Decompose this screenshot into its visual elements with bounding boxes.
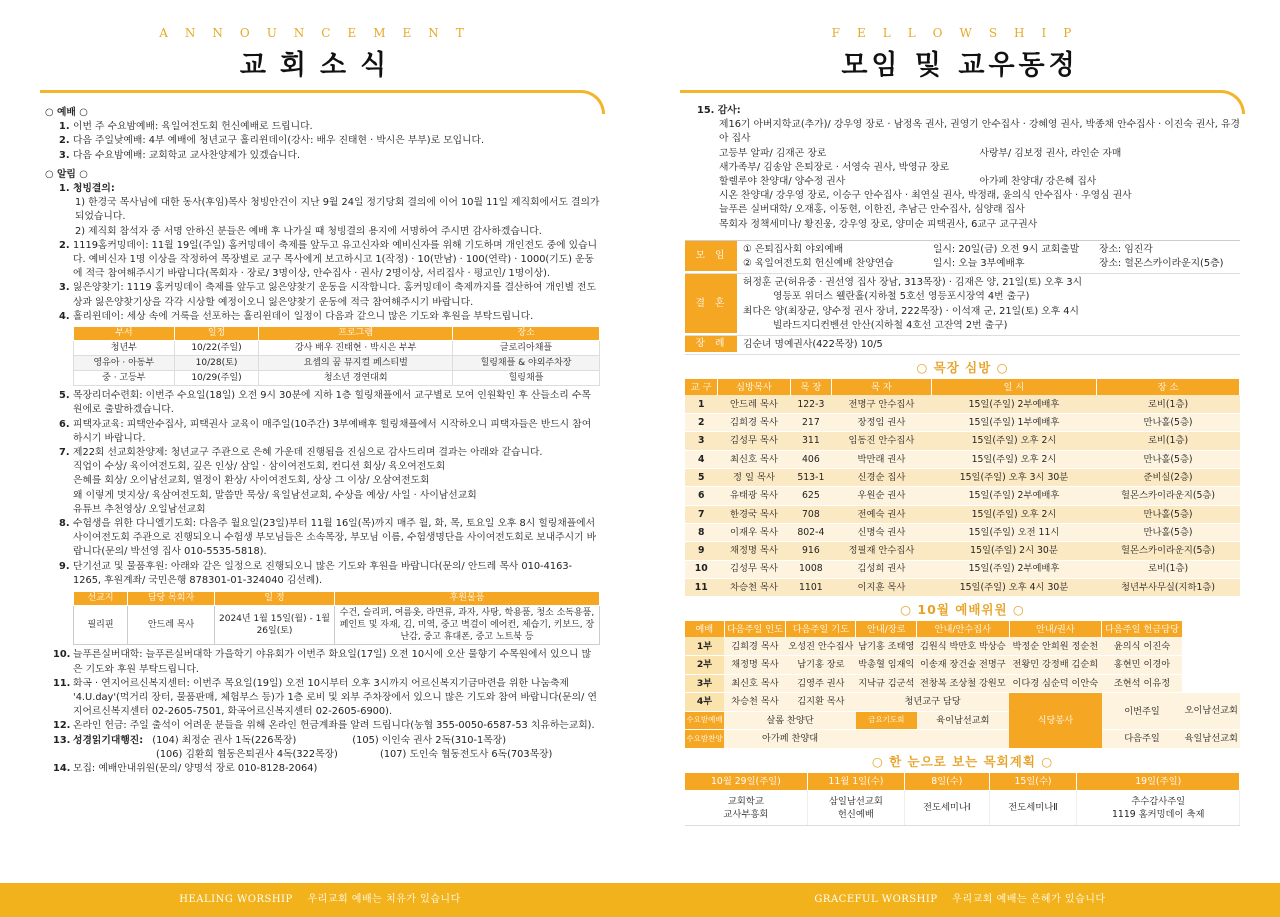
meal-group: 육일남선교회 — [1182, 730, 1240, 749]
worker-table — [685, 621, 1240, 749]
visit-cell: 122-3 — [790, 395, 831, 413]
worker-cell: 청년교구 담당 — [856, 693, 1009, 712]
plan-header: 8일(수) — [905, 773, 990, 790]
holyween-table — [73, 326, 600, 386]
visit-header: 심방목사 — [718, 379, 791, 395]
mission-table — [73, 591, 600, 645]
worker-cell: 김영주 권사 — [786, 674, 856, 693]
right-footer — [640, 883, 1280, 917]
bible-reading-104: (104) 최정순 권사 1독(226목장) — [152, 734, 297, 746]
holyween-row — [74, 356, 600, 371]
thanks-entry: 아가페 찬양대/ 강은혜 집사 — [979, 176, 1097, 188]
visit-cell: 5 — [685, 469, 718, 487]
worker-cell: 박정순 안희원 정순천 — [1009, 637, 1102, 656]
visit-cell: 만나홀(5층) — [1097, 414, 1240, 432]
visit-cell: 15일(주일) 2부예배후 — [931, 395, 1096, 413]
holyween-cell: 10/29(주일) — [174, 371, 259, 386]
bible-reading-107: (107) 도인숙 협동전도사 6독(703목장) — [380, 748, 553, 760]
meeting-row — [685, 241, 1240, 274]
holyween-header: 장소 — [453, 327, 600, 341]
visit-table — [685, 379, 1240, 597]
worker-cell: 조현석 이유정 — [1102, 674, 1183, 693]
visit-cell: 311 — [790, 432, 831, 450]
mission-header: 일 정 — [215, 591, 335, 605]
worker-cell: 김지환 목사 — [786, 693, 856, 712]
plan-cell — [905, 790, 990, 826]
plan-line: 삼일남선교회 — [828, 795, 883, 807]
right-page — [640, 0, 1280, 917]
visit-cell: 15일(주일) 1부예배후 — [931, 414, 1096, 432]
notice-6-text: 피택자교육: 피택안수집사, 피택권사 교육이 매주일(10주간) 3부예배후 힐링채플에서 시작하오니 피택자들은 반드시 참여하시기 바랍니다. — [73, 418, 592, 444]
worker-cell: 3부 — [685, 674, 724, 693]
visit-cell: 15일(주일) 오후 4시 30분 — [931, 578, 1096, 596]
right-footer-label: GRACEFUL WORSHIP — [814, 894, 938, 905]
fellowship-content — [685, 104, 1240, 826]
thanks-entry: 시온 찬양대/ 강우영 장로, 이승구 안수집사 · 최연실 권사, 박정래, 윤의식 안수집사 · 우영심 권사 — [719, 190, 1132, 202]
worship-list — [45, 120, 600, 163]
thanks-entry: 제16기 아버지학교(추가)/ 강우영 장로 · 남정옥 권사, 권영기 안수집사 · 강혜영 권사, 박종채 안수집사 · 이진숙 권사, 유경아 집사 — [719, 119, 1240, 145]
visit-cell: 15일(주일) 오전 11시 — [931, 523, 1096, 541]
visit-cell: 9 — [685, 542, 718, 560]
plan-line: 추수감사주일 — [1131, 795, 1186, 807]
notice-3: 3. 잃은양찾기: 1119 홈커밍데이 축제를 앞두고 잃은양찾기 운동을 시작합니다. 홈커밍데이 축제까지를 결산하여 개인별 전도상과 잃은양찾기상을 각각 시상할 예정이오니 잃은양찾기 운동에 적극 참여해주시기 바랍니다. — [59, 281, 600, 309]
notice-10-text: 늘푸른실버대학: 늘푸른실버대학 가을학기 야유회가 이번주 화요일(17일) 오전 10시에 오산 물향기 수목원에서 있으니 많은 기도와 후원 부탁드립니다. — [73, 649, 592, 675]
thanks-entry: 할렐루야 찬양대/ 양수정 권사 — [719, 176, 846, 188]
funeral-label: 장례 — [685, 336, 737, 354]
notice-7: 7. 제22회 선교회찬양제: 청년교구 주관으로 은혜 가운데 진행됨을 진심으로 감사드리며 결과는 아래와 같습니다. — [59, 446, 600, 460]
worker-cell: 홍현민 이경아 — [1102, 656, 1183, 675]
worker-header: 다음주일 헌금담당 — [1102, 621, 1183, 637]
mission-header: 후원물품 — [335, 591, 600, 605]
visit-header: 일 시 — [931, 379, 1096, 395]
visit-cell: 박만래 권사 — [831, 450, 931, 468]
plan-cell — [1077, 790, 1240, 826]
visit-row — [685, 395, 1240, 413]
holyween-cell: 10/22(주일) — [174, 341, 259, 356]
plan-title: ○ 한 눈으로 보는 목회계획 ○ — [871, 753, 1054, 769]
worker-row — [685, 656, 1240, 675]
thanks-entry: 고등부 알파/ 김재곤 장로 — [719, 147, 827, 159]
plan-line: 교회학교 — [727, 795, 764, 807]
meeting-place: 장소: 임진각 — [1099, 243, 1153, 255]
visit-cell: 헐몬스카이라운지(5층) — [1097, 487, 1240, 505]
plan-header: 19일(주일) — [1077, 773, 1240, 790]
mission-header: 선교지 — [74, 591, 128, 605]
visit-cell: 김희경 목사 — [718, 414, 791, 432]
visit-cell: 3 — [685, 432, 718, 450]
worker-tag: 수요밤예배 — [685, 711, 724, 730]
worship-item — [59, 120, 600, 134]
worker-cell: 김원식 박만호 박상승 — [917, 637, 1010, 656]
plan-line: 1119 홈커밍데이 축제 — [1112, 808, 1205, 820]
visit-cell: 15일(주일) 오후 2시 — [931, 505, 1096, 523]
holyween-row — [74, 371, 600, 386]
worship-item — [59, 134, 600, 148]
thanks-list — [685, 118, 1240, 232]
visit-cell: 8 — [685, 523, 718, 541]
visit-row — [685, 560, 1240, 578]
visit-cell: 로비(1층) — [1097, 560, 1240, 578]
visit-header: 장 소 — [1097, 379, 1240, 395]
visit-cell: 이재우 목사 — [718, 523, 791, 541]
visit-cell: 임동진 안수집사 — [831, 432, 931, 450]
notice-8: 8. 수험생을 위한 다니엘기도회: 다음주 월요일(23일)부터 11월 16일(목)까지 매주 월, 화, 목, 토요일 오후 8시 힐링채플에서 사이여전도회 주관으로 진행되오니 수험생 부모님들은 소속목장, 부모님 이름, 수험생명단을 사이여전도회로 보내주시기 바랍니다(문의/ 박선영 집사 010-5535-5818). — [59, 517, 600, 560]
thanks-title: 15. 감사: — [697, 105, 741, 116]
visit-cell: 한경국 목사 — [718, 505, 791, 523]
worker-header: 예배 — [685, 621, 724, 637]
left-footer-label: HEALING WORSHIP — [179, 894, 293, 905]
visit-cell: 장정임 권사 — [831, 414, 931, 432]
visit-row — [685, 542, 1240, 560]
worship-item-text: 다음 주일낮예배: 4부 예배에 청년교구 홀리윈데이(강사: 배우 진태현 · 박시은 부부)로 모입니다. — [73, 135, 485, 147]
visit-cell: 4 — [685, 450, 718, 468]
right-footer-slogan: 우리교회 예배는 은혜가 있습니다 — [952, 894, 1106, 905]
worship-item-text: 다음 수요밤예배: 교회학교 교사찬양제가 있겠습니다. — [73, 149, 301, 161]
meeting-time: 일시: 20일(금) 오전 9시 교회출발 — [933, 243, 1080, 255]
meeting-time: 일시: 오늘 3부예배후 — [933, 258, 1025, 270]
holyween-cell: 요셉의 꿈 뮤지컬 페스티벌 — [259, 356, 453, 371]
wedding-label: 결혼 — [685, 274, 737, 335]
holyween-cell: 청소년 경연대회 — [259, 371, 453, 386]
visit-cell: 만나홀(5층) — [1097, 523, 1240, 541]
worker-tag: 수요밤찬양 — [685, 730, 724, 749]
worship-item-number: 3. — [59, 149, 70, 161]
meeting-label: 모임 — [685, 241, 737, 273]
mission-cell: 필리핀 — [74, 605, 128, 644]
meal-day: 이번주일 — [1102, 693, 1183, 730]
notice-1b: 2) 제직회 참석자 중 서명 안하신 분들은 예배 후 나가실 때 청빙결의 용지에 서명하여 주시면 감사하겠습니다. — [75, 225, 542, 237]
visit-row — [685, 414, 1240, 432]
award-line: 직업이 수상/ 육이여전도회, 깊은 인상/ 삼일 · 삼이여전도회, 컨디션 회상/ 육오여전도회 — [73, 461, 446, 473]
visit-cell: 1 — [685, 395, 718, 413]
meeting-place: 장소: 헐몬스카이라운지(5층) — [1099, 258, 1224, 270]
notice-12-text: 온라인 헌금: 주일 출석이 어려운 분들을 위해 온라인 헌금계좌를 알려 드립니다(농협 355-0050-6587-53 치유하는교회). — [73, 720, 595, 732]
visit-cell: 청년부사무실(지하1층) — [1097, 578, 1240, 596]
wedding-1-line1: 허정훈 군(허유중 · 권선영 집사 장남, 313목장) · 김재은 양, 21일(토) 오후 3시 — [743, 277, 1083, 289]
visit-cell: 로비(1층) — [1097, 395, 1240, 413]
worker-row — [685, 693, 1240, 712]
award-list — [73, 460, 600, 517]
visit-cell: 625 — [790, 487, 831, 505]
worker-cell: 남기홍 장로 — [786, 656, 856, 675]
notice-4: 4. 홀리윈데이: 세상 속에 거룩을 선포하는 홀리윈데이 일정이 다음과 같으니 많은 기도와 후원을 부탁드립니다. — [59, 310, 600, 324]
worker-cell: 이송재 장건술 전명구 — [917, 656, 1010, 675]
visit-cell: 김성무 목사 — [718, 432, 791, 450]
worker-header: 안내/장로 — [856, 621, 917, 637]
visit-cell: 7 — [685, 505, 718, 523]
visit-cell: 1101 — [790, 578, 831, 596]
visit-cell: 15일(주일) 2부예배후 — [931, 560, 1096, 578]
holyween-cell: 힐링채플 & 야외주차장 — [453, 356, 600, 371]
visit-cell: 최신호 목사 — [718, 450, 791, 468]
worker-cell: 전창복 조상철 강원모 — [917, 674, 1010, 693]
worker-header: 안내/권사 — [1009, 621, 1102, 637]
visit-cell: 정필재 안수집사 — [831, 542, 931, 560]
left-kicker: ANNOUNCEMENT — [159, 26, 481, 40]
notice-14: 14. 모집: 예배안내위원(문의/ 양명석 장로 010-8128-2064) — [53, 762, 600, 776]
holyween-cell: 중 · 고등부 — [74, 371, 175, 386]
notice-3-text: 잃은양찾기: 1119 홈커밍데이 축제를 앞두고 잃은양찾기 운동을 시작합니다. 홈커밍데이 축제까지를 결산하여 개인별 전도상과 잃은양찾기상을 각각 시상할 예정이오니 잃은양찾기 운동에 적극 참여해주시기 바랍니다. — [73, 282, 596, 308]
visit-cell: 708 — [790, 505, 831, 523]
notice-6: 6. 피택자교육: 피택안수집사, 피택권사 교육이 매주일(10주간) 3부예배후 힐링채플에서 시작하오니 피택자들은 반드시 참여하시기 바랍니다. — [59, 418, 600, 446]
worker-cell: 살롬 찬양단 — [724, 711, 856, 730]
thanks-pair — [719, 147, 1240, 161]
visit-row — [685, 487, 1240, 505]
visit-cell: 이지훈 목사 — [831, 578, 931, 596]
visit-cell: 6 — [685, 487, 718, 505]
notice-9-text: 단기선교 및 물품후원: 아래와 같은 일정으로 진행되오니 많은 기도와 후원을 바랍니다(문의/ 안드레 목사 010-4163-1265, 후원계좌/ 국민은행 878301-01-324040 김선례). — [73, 560, 573, 586]
plan-line: 전도세미나Ⅰ — [922, 802, 971, 814]
thanks-entry: 새가족부/ 김송암 은퇴장로 · 서영숙 권사, 박영규 장로 — [719, 161, 950, 173]
visit-cell: 만나홀(5층) — [1097, 450, 1240, 468]
visit-cell: 217 — [790, 414, 831, 432]
notice-2: 2. 1119홈커밍데이: 11월 19일(주일) 홈커밍데이 축제를 앞두고 유고신자와 예비신자를 위해 기도하며 개인전도 중에 있습니다. 예비신자 1명 이상을 작정하여 목장별로 교구 목사에게 보고하시고 1(작정) · 10(만남) · 100(연락) · 1000(기도) 운동에 적극 참여해주시기 바랍니다(목회자 · 장로/ 3명이상, 안수집사 · 권사/ 2명이상, 서리집사 · 평교인/ 1명이상). — [59, 239, 600, 282]
meeting-body — [737, 241, 1240, 273]
meeting-item — [743, 243, 1234, 257]
visit-cell: 15일(주일) 오후 3시 30분 — [931, 469, 1096, 487]
thanks-entry: 사랑부/ 김보정 권사, 라인순 자매 — [979, 147, 1122, 159]
plan-line: 교사부흥회 — [723, 808, 769, 820]
notice-4-text: 홀리윈데이: 세상 속에 거룩을 선포하는 홀리윈데이 일정이 다음과 같으니 많은 기도와 후원을 부탁드립니다. — [73, 310, 534, 322]
wedding-2-line1: 최다은 양(최장균, 양수정 권사 장녀, 222목장) · 이석재 군, 21일(토) 오후 4시 — [743, 305, 1079, 317]
left-page-title: 교회소식 — [239, 50, 401, 81]
visit-title: ○ 목장 심방 ○ — [916, 360, 1009, 376]
worker-cell: 이다경 심순덕 이안숙 — [1009, 674, 1102, 693]
plan-cell — [685, 790, 807, 826]
worker-cell: 육이남선교회 — [917, 711, 1010, 730]
mission-cell: 2024년 1월 15일(월) - 1월 26일(토) — [215, 605, 335, 644]
left-footer — [0, 883, 640, 917]
bible-reading-106: (106) 김환희 협동은퇴권사 4독(322목장) — [156, 748, 338, 760]
holyween-header: 일정 — [174, 327, 259, 341]
worker-cell: 2부 — [685, 656, 724, 675]
funeral-row — [685, 336, 1240, 355]
plan-line: 전도세미나Ⅱ — [1008, 802, 1058, 814]
announcement-content — [45, 104, 600, 776]
right-page-title: 모임 및 교우동정 — [841, 50, 1079, 81]
notice-1a: 1) 한경국 목사님에 대한 동사(후임)목사 청빙안건이 지난 9월 24일 정기당회 결의에 이어 10월 11일 제직회에서도 결의가 되었습니다. — [75, 197, 600, 223]
worker-cell: 채정명 목사 — [724, 656, 786, 675]
mission-header: 담당 목회자 — [127, 591, 214, 605]
visit-cell: 전예숙 권사 — [831, 505, 931, 523]
award-line: 왜 이렇게 멋지상/ 육삼여전도회, 말씀만 묵상/ 육일남선교회, 수상을 예상/ 사일 · 사이남선교회 — [73, 489, 477, 501]
plan-cell — [807, 790, 904, 826]
holyween-row — [74, 341, 600, 356]
worship-item-text: 이번 주 수요밤예배: 육일여전도회 헌신예배로 드립니다. — [73, 121, 313, 133]
worship-item-number: 1. — [59, 121, 70, 133]
visit-row — [685, 432, 1240, 450]
visit-header: 목 자 — [831, 379, 931, 395]
notice-7-text: 제22회 선교회찬양제: 청년교구 주관으로 은혜 가운데 진행됨을 진심으로 감사드리며 결과는 아래와 같습니다. — [73, 446, 543, 458]
visit-cell: 준비실(2층) — [1097, 469, 1240, 487]
plan-header: 10월 29일(주일) — [685, 773, 807, 790]
visit-cell: 채정명 목사 — [718, 542, 791, 560]
notice-8-text: 수험생을 위한 다니엘기도회: 다음주 월요일(23일)부터 11월 16일(목)까지 매주 월, 화, 목, 토요일 오후 8시 힐링채플에서 사이여전도회 주관으로 진행되오니 수험생 부모님들은 소속목장, 부모님 이름, 수험생명단을 사이여전도회로 보내주시기 바랍니다(문의/ 박선영 집사 010-5535-5818). — [73, 517, 597, 558]
visit-cell: 정 일 목사 — [718, 469, 791, 487]
visit-header: 목 장 — [790, 379, 831, 395]
worship-item — [59, 149, 600, 163]
holyween-header: 프로그램 — [259, 327, 453, 341]
plan-header: 11월 1일(수) — [807, 773, 904, 790]
worker-cell: 차승천 목사 — [724, 693, 786, 712]
notice-14-text: 모집: 예배안내위원(문의/ 양명석 장로 010-8128-2064) — [73, 763, 318, 775]
notice-12: 12. 온라인 헌금: 주일 출석이 어려운 분들을 위해 온라인 헌금계좌를 알려 드립니다(농협 355-0050-6587-53 치유하는교회). — [53, 719, 600, 733]
visit-cell: 10 — [685, 560, 718, 578]
mission-cell: 수건, 슬리퍼, 여름옷, 라면류, 과자, 사탕, 학용품, 청소 소독용품, 페인트 및 자재, 김, 미역, 중고 벽걸이 에어컨, 제습기, 키보드, 장난감, 중고 휴대폰, 중고 노트북 등 — [335, 605, 600, 644]
holyween-cell: 글로리아채플 — [453, 341, 600, 356]
events-block — [685, 240, 1240, 355]
worker-cell: 전왕민 강정배 김순희 — [1009, 656, 1102, 675]
wedding-1-line2: 영등포 위더스 웰란홀(지하철 5호선 영등포시장역 4번 출구) — [773, 291, 1030, 303]
visit-row — [685, 450, 1240, 468]
visit-header: 교 구 — [685, 379, 718, 395]
plan-cell — [989, 790, 1077, 826]
meeting-item — [743, 257, 1234, 271]
visit-cell: 2 — [685, 414, 718, 432]
meeting-name: ② 육일여전도회 헌신예배 찬양연습 — [743, 258, 894, 270]
visit-cell: 로비(1층) — [1097, 432, 1240, 450]
worker-tag: 금요기도회 — [856, 711, 917, 730]
wedding-row — [685, 274, 1240, 336]
visit-row — [685, 578, 1240, 596]
notice-heading: ○ 알림 ○ — [45, 168, 88, 180]
notice-5: 5. 목장리더수련회: 이번주 수요일(18일) 오전 9시 30분에 지하 1층 힐링채플에서 교구별로 모여 인원확인 후 산들소리 수목원에로 출발하겠습니다. — [59, 389, 600, 417]
wedding-2-line2: 빌라드지디컨벤션 안산(지하철 4호선 고잔역 2번 출구) — [773, 319, 1008, 331]
visit-cell: 신경순 집사 — [831, 469, 931, 487]
worker-cell: 박총혈 임재익 — [856, 656, 917, 675]
plan-line: 헌신예배 — [837, 808, 874, 820]
left-footer-slogan: 우리교회 예배는 치유가 있습니다 — [307, 894, 461, 905]
visit-cell: 15일(주일) 오후 2시 — [931, 450, 1096, 468]
notice-11: 11. 화곡 · 연지어르신복지센터: 이번주 목요일(19일) 오전 10시부터 오후 3시까지 어르신복지기금마련을 위한 나눔축제 '4.U.day'(먹거리 장터, 물품판매, 체험부스 등)가 1층 로비 및 외부 주차장에서 있으니 많은 기도와 참여 바랍니다(문의/ 연지어르신복지센터 02-2605-7501, 화곡어르신복지센터 02-2605-6900). — [53, 677, 600, 720]
worker-row — [685, 637, 1240, 656]
worker-header: 다음주일 기도 — [786, 621, 856, 637]
holyween-cell: 영유아 · 아동부 — [74, 356, 175, 371]
visit-cell: 916 — [790, 542, 831, 560]
visit-row — [685, 505, 1240, 523]
thanks-section — [685, 104, 1240, 232]
worker-cell: 김희경 목사 — [724, 637, 786, 656]
notice-13: 13. 성경읽기대행진: (104) 최정순 권사 1독(226목장) (105) 이인숙 권사 2독(310-1목장) (106) 김환희 협동은퇴권사 4독(322목장) (107) 도인숙 협동전도사 6독(703목장) — [53, 734, 600, 762]
visit-cell: 헐몬스카이라운지(5층) — [1097, 542, 1240, 560]
award-line: 은혜를 회상/ 오이남선교회, 열정이 환상/ 사이여전도회, 상상 그 이상/ 오삼여전도회 — [73, 475, 430, 487]
worker-title: ○ 10월 예배위원 ○ — [900, 602, 1025, 618]
notice-1-title: 청빙결의: — [73, 183, 115, 195]
holyween-cell: 청년부 — [74, 341, 175, 356]
award-line: 유튜브 추천영상/ 오일남선교회 — [73, 503, 206, 515]
thanks-entry: 목회자 정책세미나/ 황진웅, 강우영 장로, 양미순 피택권사, 6교구 교구권사 — [719, 218, 1038, 230]
mission-cell: 안드레 목사 — [127, 605, 214, 644]
worker-row — [685, 674, 1240, 693]
visit-cell: 차승천 목사 — [718, 578, 791, 596]
worship-heading: ○ 예배 ○ — [45, 107, 88, 118]
worker-cell: 1부 — [685, 637, 724, 656]
meal-label: 식당봉사 — [1009, 693, 1102, 749]
visit-cell: 406 — [790, 450, 831, 468]
notice-10: 10. 늘푸른실버대학: 늘푸른실버대학 가을학기 야유회가 이번주 화요일(17일) 오전 10시에 오산 물향기 수목원에서 있으니 많은 기도와 후원 부탁드립니다. — [53, 648, 600, 676]
worship-item-number: 2. — [59, 135, 70, 147]
visit-cell: 만나홀(5층) — [1097, 505, 1240, 523]
thanks-entry: 늘푸른 실버대학/ 오재홍, 이동현, 이한진, 추남근 안수집사, 심양래 집사 — [719, 204, 1025, 216]
worker-cell: 최신호 목사 — [724, 674, 786, 693]
bible-reading-105: (105) 이인숙 권사 2독(310-1목장) — [352, 734, 507, 746]
worker-cell — [856, 730, 1009, 749]
notice-11-text: 화곡 · 연지어르신복지센터: 이번주 목요일(19일) 오전 10시부터 오후 3시까지 어르신복지기금마련을 위한 나눔축제 '4.U.day'(먹거리 장터, 물품판매, 체험부스 등)가 1층 로비 및 외부 주차장에서 있으니 많은 기도와 참여 바랍니다(문의/ 연지어르신복지센터 02-2605-7501, 화곡어르신복지센터 02-2605-6900). — [73, 677, 597, 718]
visit-cell: 15일(주일) 2시 30분 — [931, 542, 1096, 560]
notice-13-title: 성경읽기대행진: — [73, 734, 144, 746]
visit-cell: 802-4 — [790, 523, 831, 541]
wedding-body — [737, 274, 1240, 335]
meal-day: 다음주일 — [1102, 730, 1183, 749]
visit-cell: 1008 — [790, 560, 831, 578]
visit-cell: 우원순 권사 — [831, 487, 931, 505]
worker-header: 안내/안수집사 — [917, 621, 1010, 637]
worker-cell: 윤의식 이진숙 — [1102, 637, 1183, 656]
thanks-pair — [719, 175, 1240, 189]
visit-cell: 유태광 목사 — [718, 487, 791, 505]
worker-cell: 아가페 찬양대 — [724, 730, 856, 749]
worker-cell: 오성진 안수집사 — [786, 637, 856, 656]
notice-9: 9. 단기선교 및 물품후원: 아래와 같은 일정으로 진행되오니 많은 기도와 후원을 바랍니다(문의/ 안드레 목사 010-4163-1265, 후원계좌/ 국민은행 878301-01-324040 김선례). — [59, 560, 600, 588]
visit-row — [685, 469, 1240, 487]
visit-cell: 안드레 목사 — [718, 395, 791, 413]
holyween-cell: 강사 배우 진태현 · 박시은 부부 — [259, 341, 453, 356]
holyween-cell: 힐링채플 — [453, 371, 600, 386]
right-kicker: FELLOWSHIP — [831, 26, 1089, 40]
notice-1: 1. 청빙결의: — [59, 183, 115, 195]
plan-header: 15일(수) — [989, 773, 1077, 790]
worker-row — [685, 730, 1240, 749]
visit-cell: 신명숙 권사 — [831, 523, 931, 541]
worker-cell: 4부 — [685, 693, 724, 712]
worker-cell: 남기홍 조태영 — [856, 637, 917, 656]
holyween-header: 부서 — [74, 327, 175, 341]
visit-cell: 11 — [685, 578, 718, 596]
visit-cell: 15일(주일) 오후 2시 — [931, 432, 1096, 450]
plan-table — [685, 773, 1240, 827]
holyween-cell: 10/28(토) — [174, 356, 259, 371]
visit-cell: 15일(주일) 2부예배후 — [931, 487, 1096, 505]
notice-2-text: 1119홈커밍데이: 11월 19일(주일) 홈커밍데이 축제를 앞두고 유고신자와 예비신자를 위해 기도하며 개인전도 중에 있습니다. 예비신자 1명 이상을 작정하여 목장별로 교구 목사에게 보고하시고 1(작정) · 10(만남) · 100(연락) · 1000(기도) 운동에 적극 참여해주시기 바랍니다(목회자 · 장로/ 3명이상, 안수집사 · 권사/ 2명이상, 서리집사 · 평교인/ 1명이상). — [73, 239, 598, 280]
visit-cell: 513-1 — [790, 469, 831, 487]
visit-cell: 김성희 권사 — [831, 560, 931, 578]
notice-13-body — [73, 734, 600, 762]
visit-cell: 전명구 안수집사 — [831, 395, 931, 413]
meeting-name: ① 은퇴집사회 야외예배 — [743, 243, 844, 255]
notice-5-text: 목장리더수련회: 이번주 수요일(18일) 오전 9시 30분에 지하 1층 힐링채플에서 교구별로 모여 인원확인 후 산들소리 수목원에로 출발하겠습니다. — [73, 390, 591, 416]
visit-row — [685, 523, 1240, 541]
worker-cell: 지낙규 김군석 — [856, 674, 917, 693]
funeral-body: 김순녀 명예권사(422목장) 10/5 — [743, 339, 883, 351]
meal-group: 오이남선교회 — [1182, 693, 1240, 730]
visit-cell: 김성무 목사 — [718, 560, 791, 578]
worker-header: 다음주일 인도 — [724, 621, 786, 637]
